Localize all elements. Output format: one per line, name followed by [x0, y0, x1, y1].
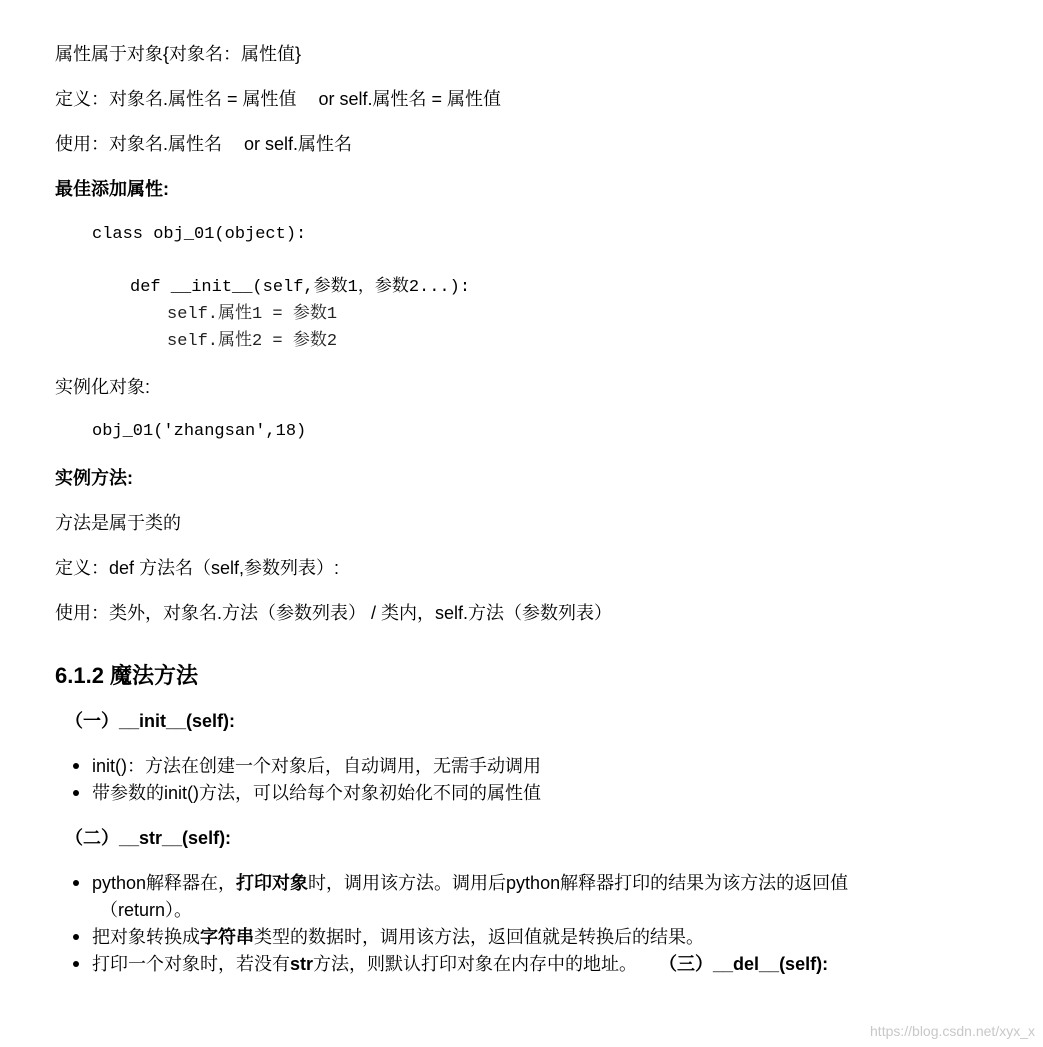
instantiate-title: 实例化对象:: [55, 377, 151, 397]
attr-use-line: [55, 132, 352, 156]
code-attr2-line: self.属性2 = 参数2: [167, 332, 338, 351]
str-bullet-1-pre: python解释器在，: [92, 873, 237, 893]
str-bullet-3-pre: 打印一个对象时，若没有: [92, 954, 290, 974]
attr-define-line: [55, 87, 501, 111]
str-bullet-1-post: 时，调用该方法。调用后python解释器打印的结果为该方法的返回值: [308, 873, 849, 893]
str-bullet-1-bold: 打印对象: [236, 873, 309, 893]
str-bullet-3-post: 方法，则默认打印对象在内存中的地址。: [313, 954, 638, 974]
del-subheading: （三）__del__(self):: [659, 954, 829, 974]
best-attr-title: 最佳添加属性:: [55, 179, 169, 199]
watermark-text: https://blog.csdn.net/xyx_x: [870, 1023, 1035, 1039]
str-bullet-2-post: 类型的数据时，调用该方法，返回值就是转换后的结果。: [254, 927, 704, 947]
method-define-text: 定义：def 方法名（self,参数列表）:: [55, 558, 340, 578]
instance-method-title: 实例方法:: [55, 468, 133, 488]
attr-define-text: 定义：对象名.属性名 = 属性值: [55, 89, 297, 109]
str-bullet-2: [92, 925, 704, 949]
str-bullet-1-continuation: （return）。: [100, 900, 193, 920]
attr-use-text: 使用：对象名.属性名: [55, 134, 223, 154]
bullet-dot: [73, 961, 79, 967]
str-subheading: （二）__str__(self):: [65, 828, 232, 848]
method-belongs-text: 方法是属于类的: [55, 513, 181, 533]
str-bullet-3-bold: str: [290, 954, 314, 974]
attr-use-self-text: or self.属性名: [244, 134, 353, 154]
init-subheading: （一）__init__(self):: [65, 711, 236, 731]
code-init-line: def __init__(self,参数1，参数2...):: [130, 278, 471, 297]
magic-methods-heading: 6.1.2 魔法方法: [55, 663, 199, 688]
bullet-dot: [73, 763, 79, 769]
str-bullet-2-bold: 字符串: [200, 927, 254, 947]
bullet-dot: [73, 880, 79, 886]
bullet-dot: [73, 934, 79, 940]
code-attr1-line: self.属性1 = 参数1: [167, 305, 338, 324]
str-bullet-3: [92, 952, 828, 976]
attr-define-self-text: or self.属性名 = 属性值: [318, 89, 502, 109]
code-instantiate-line: obj_01('zhangsan',18): [92, 422, 307, 441]
str-bullet-2-pre: 把对象转换成: [92, 927, 200, 947]
str-bullet-1: [92, 871, 848, 895]
init-bullet-2: 带参数的init()方法，可以给每个对象初始化不同的属性值: [92, 783, 541, 803]
bullet-dot: [73, 790, 79, 796]
init-bullet-1: init()：方法在创建一个对象后，自动调用，无需手动调用: [92, 756, 541, 776]
attr-belongs-text: 属性属于对象{对象名：属性值}: [55, 44, 302, 64]
method-use-text: 使用：类外，对象名.方法（参数列表） / 类内，self.方法（参数列表）: [55, 603, 613, 623]
code-class-line: class obj_01(object):: [92, 225, 307, 244]
